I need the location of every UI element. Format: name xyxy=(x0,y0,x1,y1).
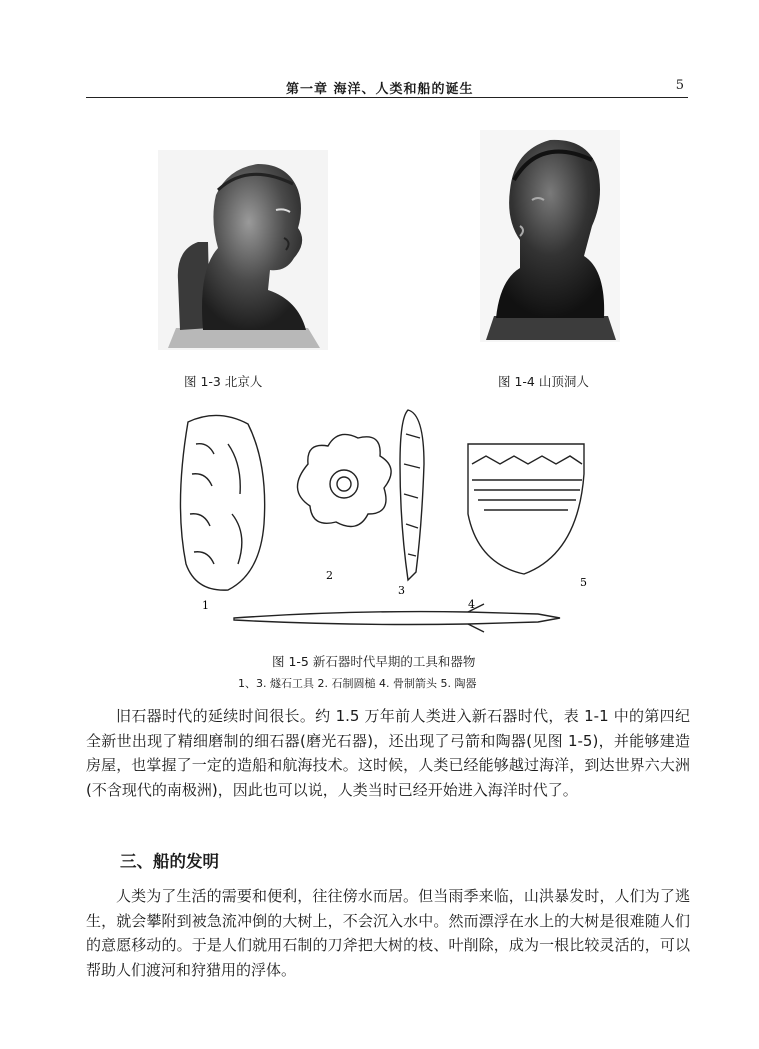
item-number-5: 5 xyxy=(580,576,587,589)
header-rule xyxy=(86,97,688,98)
page-number: 5 xyxy=(675,78,684,93)
figure-1-3-caption: 图 1-3 北京人 xyxy=(184,374,263,389)
section-heading-ship-invention: 三、船的发明 xyxy=(120,852,219,871)
figure-1-5-caption: 图 1-5 新石器时代早期的工具和器物 xyxy=(272,654,476,669)
flint-tool-1 xyxy=(180,415,264,590)
item-number-3: 3 xyxy=(398,584,405,597)
paragraph-neolithic: 旧石器时代的延续时间很长。约 1.5 万年前人类进入新石器时代，表 1-1 中的第四纪全新世出现了精细磨制的细石器(磨光石器)，还出现了弓箭和陶器(见图 1-5)，并能够建造房屋，也掌握了一定的造船和航海技术。这时候，人类已经能够越过海洋，到达世界六大洲(不含现代的南极洲)，因此也可以说，人类当时已经开始进入海洋时代了。 xyxy=(86,707,690,799)
peking-man-bust-image xyxy=(158,150,328,350)
upper-cave-man-bust-image xyxy=(480,130,620,342)
figure-1-5-legend: 1、3. 燧石工具 2. 石制圆槌 4. 骨制箭头 5. 陶器 xyxy=(238,677,477,690)
stone-mace-head xyxy=(297,434,391,526)
item-number-2: 2 xyxy=(326,569,333,582)
item-number-1: 1 xyxy=(202,599,209,612)
neolithic-tools-drawing xyxy=(168,404,614,640)
bone-arrowhead xyxy=(234,612,560,625)
item-number-4: 4 xyxy=(468,598,475,611)
figure-1-4-caption: 图 1-4 山顶洞人 xyxy=(498,374,589,389)
running-header xyxy=(86,74,688,98)
chapter-title: 第一章 海洋、人类和船的诞生 xyxy=(286,82,474,97)
paragraph-floating-log: 人类为了生活的需要和便利，往往傍水而居。但当雨季来临，山洪暴发时，人们为了逃生，就会攀附到被急流冲倒的大树上，不会沉入水中。然而漂浮在水上的大树是很难随人们的意愿移动的。于是人们就用石制的刀斧把大树的枝、叶削除，成为一根比较灵活的，可以帮助人们渡河和狩猎用的浮体。 xyxy=(86,887,690,979)
